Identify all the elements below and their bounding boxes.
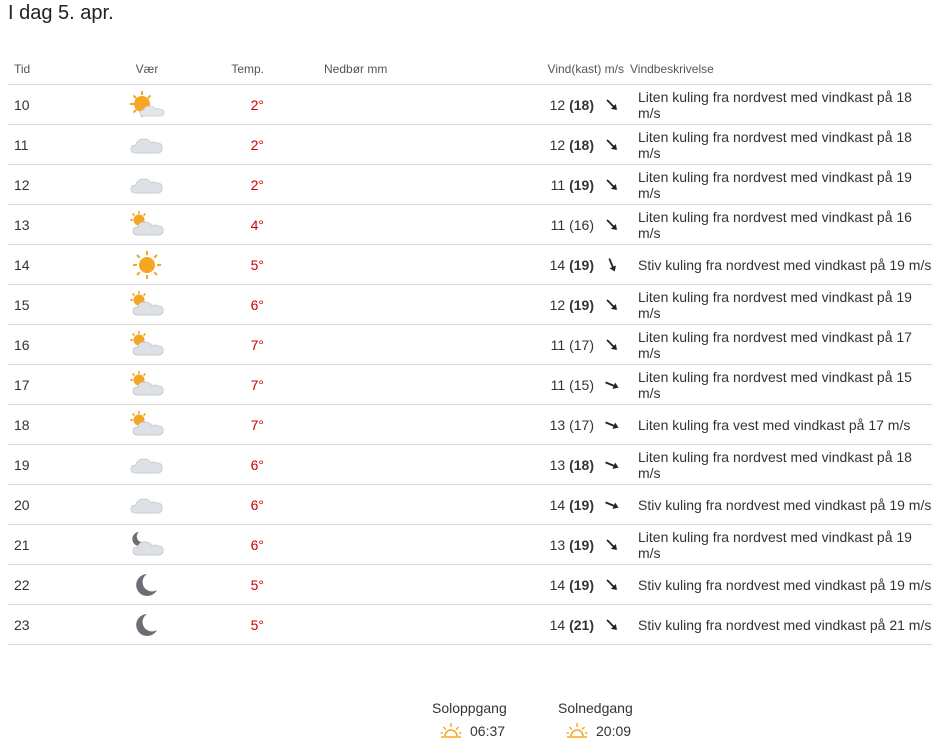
cloud-icon [127, 495, 167, 511]
row-time: 12 [8, 165, 108, 205]
row-wind-gust: (21) [569, 616, 594, 633]
row-time: 16 [8, 325, 108, 365]
precipitation-cell [264, 565, 484, 605]
row-wind-description: Liten kuling fra nordvest med vindkast på 18 m/s [630, 85, 932, 125]
partly-cloudy-icon [127, 415, 167, 431]
weather-cell [108, 325, 186, 365]
table-row [8, 445, 932, 485]
table-row [8, 165, 932, 205]
wind-cell [484, 445, 594, 485]
precipitation-cell [264, 245, 484, 285]
row-wind-speed: 12 [549, 136, 566, 153]
wind-cell [484, 85, 594, 125]
arrow-southeast-icon [604, 176, 620, 192]
sun-times [432, 700, 662, 748]
row-time: 13 [8, 205, 108, 245]
sunset-block [558, 700, 668, 740]
row-temperature: 6° [250, 456, 264, 473]
wind-direction-cell [594, 445, 630, 485]
row-temperature: 2° [250, 136, 264, 153]
wind-direction-cell [594, 325, 630, 365]
table-row [8, 485, 932, 525]
precipitation-cell [264, 445, 484, 485]
cloud-icon [127, 175, 167, 191]
row-temperature: 4° [250, 216, 264, 233]
row-wind-description: Stiv kuling fra nordvest med vindkast på 19 m/s [630, 485, 932, 525]
wind-cell [484, 565, 594, 605]
row-wind-description: Liten kuling fra vest med vindkast på 17 m/s [630, 405, 932, 445]
precipitation-cell [264, 405, 484, 445]
weather-cell [108, 485, 186, 525]
wind-cell [484, 205, 594, 245]
header-precipitation: Nedbør mm [264, 54, 484, 85]
precipitation-cell [264, 85, 484, 125]
row-time: 19 [8, 445, 108, 485]
header-weather: Vær [108, 54, 186, 85]
wind-direction-cell [594, 85, 630, 125]
sunrise-label: Soloppgang [432, 700, 507, 716]
partly-cloudy-icon [127, 335, 167, 351]
row-wind-speed: 12 [549, 96, 566, 113]
wind-direction-cell [594, 205, 630, 245]
row-wind-description: Stiv kuling fra nordvest med vindkast på 19 m/s [630, 245, 932, 285]
row-temperature: 5° [250, 256, 264, 273]
cloud-icon [127, 135, 167, 151]
row-wind-description: Liten kuling fra nordvest med vindkast på 19 m/s [630, 165, 932, 205]
arrow-southeast-icon [604, 96, 620, 112]
arrow-east-southeast-icon [604, 376, 620, 392]
wind-cell [484, 485, 594, 525]
table-row [8, 125, 932, 165]
row-wind-gust: (19) [569, 496, 594, 513]
row-wind-gust: (19) [569, 536, 594, 553]
arrow-east-southeast-icon [604, 496, 620, 512]
precipitation-cell [264, 485, 484, 525]
partly-cloudy-icon [127, 295, 167, 311]
precipitation-cell [264, 525, 484, 565]
sunrise-icon [440, 722, 462, 740]
temperature-cell [186, 405, 264, 445]
row-temperature: 6° [250, 496, 264, 513]
partly-cloudy-icon [127, 215, 167, 231]
row-temperature: 5° [250, 616, 264, 633]
weather-cell [108, 565, 186, 605]
temperature-cell [186, 525, 264, 565]
temperature-cell [186, 165, 264, 205]
arrow-southeast-icon [604, 336, 620, 352]
wind-direction-cell [594, 365, 630, 405]
row-wind-description: Liten kuling fra nordvest med vindkast på 18 m/s [630, 125, 932, 165]
arrow-southeast-icon [604, 616, 620, 632]
table-row [8, 525, 932, 565]
row-time: 15 [8, 285, 108, 325]
row-wind-gust: (19) [569, 576, 594, 593]
row-wind-gust: (19) [569, 176, 594, 193]
weather-cell [108, 165, 186, 205]
sunset-icon [566, 722, 588, 740]
wind-direction-cell [594, 525, 630, 565]
temperature-cell [186, 485, 264, 525]
row-wind-speed: 11 [550, 176, 566, 193]
weather-cell [108, 205, 186, 245]
precipitation-cell [264, 125, 484, 165]
temperature-cell [186, 565, 264, 605]
row-wind-gust: (18) [569, 136, 594, 153]
row-wind-gust: (18) [569, 456, 594, 473]
wind-direction-cell [594, 125, 630, 165]
table-row [8, 85, 932, 125]
wind-direction-cell [594, 245, 630, 285]
precipitation-cell [264, 205, 484, 245]
temperature-cell [186, 125, 264, 165]
temperature-cell [186, 605, 264, 645]
night-partly-cloudy-icon [127, 535, 167, 551]
sun-icon [127, 255, 167, 271]
table-row [8, 205, 932, 245]
header-temperature: Temp. [186, 54, 264, 85]
row-wind-description: Liten kuling fra nordvest med vindkast på 17 m/s [630, 325, 932, 365]
table-row [8, 405, 932, 445]
temperature-cell [186, 365, 264, 405]
weather-cell [108, 285, 186, 325]
row-wind-gust: (19) [569, 256, 594, 273]
temperature-cell [186, 285, 264, 325]
wind-cell [484, 365, 594, 405]
table-row [8, 605, 932, 645]
row-wind-speed: 13 [549, 456, 566, 473]
hourly-forecast-table [8, 54, 932, 645]
partly-sunny-icon [127, 95, 167, 111]
row-wind-speed: 14 [549, 576, 566, 593]
partly-cloudy-icon [127, 375, 167, 391]
page-title: I dag 5. apr. [8, 2, 114, 24]
wind-cell [484, 325, 594, 365]
row-time: 14 [8, 245, 108, 285]
header-description: Vindbeskrivelse [630, 54, 932, 85]
temperature-cell [186, 205, 264, 245]
row-time: 17 [8, 365, 108, 405]
row-time: 21 [8, 525, 108, 565]
weather-cell [108, 85, 186, 125]
sunrise-block [432, 700, 542, 740]
arrow-southeast-icon [604, 296, 620, 312]
row-wind-speed: 11 [550, 216, 566, 233]
temperature-cell [186, 325, 264, 365]
row-wind-speed: 14 [549, 256, 566, 273]
row-wind-gust: (15) [569, 376, 594, 393]
weather-cell [108, 365, 186, 405]
wind-direction-cell [594, 485, 630, 525]
row-time: 23 [8, 605, 108, 645]
row-wind-description: Stiv kuling fra nordvest med vindkast på 19 m/s [630, 565, 932, 605]
weather-cell [108, 605, 186, 645]
row-wind-speed: 13 [549, 416, 566, 433]
arrow-southeast-icon [604, 536, 620, 552]
header-time: Tid [8, 54, 108, 85]
weather-cell [108, 245, 186, 285]
wind-cell [484, 165, 594, 205]
row-time: 10 [8, 85, 108, 125]
moon-icon [127, 575, 167, 591]
row-wind-speed: 11 [550, 376, 566, 393]
temperature-cell [186, 85, 264, 125]
wind-direction-cell [594, 165, 630, 205]
row-wind-gust: (18) [569, 96, 594, 113]
table-row [8, 565, 932, 605]
row-wind-gust: (17) [569, 336, 594, 353]
precipitation-cell [264, 325, 484, 365]
row-temperature: 2° [250, 96, 264, 113]
precipitation-cell [264, 165, 484, 205]
wind-direction-cell [594, 405, 630, 445]
row-time: 20 [8, 485, 108, 525]
weather-cell [108, 525, 186, 565]
row-time: 18 [8, 405, 108, 445]
row-wind-description: Liten kuling fra nordvest med vindkast på 16 m/s [630, 205, 932, 245]
row-wind-description: Liten kuling fra nordvest med vindkast på 15 m/s [630, 365, 932, 405]
weather-cell [108, 445, 186, 485]
table-row [8, 245, 932, 285]
temperature-cell [186, 245, 264, 285]
sunset-label: Solnedgang [558, 700, 633, 716]
arrow-east-southeast-icon [604, 456, 620, 472]
wind-cell [484, 245, 594, 285]
precipitation-cell [264, 365, 484, 405]
wind-cell [484, 605, 594, 645]
row-temperature: 7° [250, 336, 264, 353]
wind-direction-cell [594, 285, 630, 325]
table-header-row [8, 54, 932, 85]
row-wind-description: Stiv kuling fra nordvest med vindkast på 21 m/s [630, 605, 932, 645]
row-temperature: 7° [250, 376, 264, 393]
wind-cell [484, 405, 594, 445]
temperature-cell [186, 445, 264, 485]
moon-icon [127, 615, 167, 631]
wind-cell [484, 285, 594, 325]
row-wind-description: Liten kuling fra nordvest med vindkast på 19 m/s [630, 285, 932, 325]
sunset-time: 20:09 [596, 723, 632, 739]
weather-cell [108, 405, 186, 445]
precipitation-cell [264, 605, 484, 645]
row-wind-speed: 11 [550, 336, 566, 353]
table-row [8, 325, 932, 365]
cloud-icon [127, 455, 167, 471]
row-wind-description: Liten kuling fra nordvest med vindkast på 18 m/s [630, 445, 932, 485]
row-wind-description: Liten kuling fra nordvest med vindkast på 19 m/s [630, 525, 932, 565]
row-wind-speed: 13 [549, 536, 566, 553]
precipitation-cell [264, 285, 484, 325]
sunrise-time: 06:37 [470, 723, 506, 739]
arrow-south-southeast-icon [604, 256, 620, 272]
row-time: 22 [8, 565, 108, 605]
row-wind-gust: (19) [569, 296, 594, 313]
row-wind-speed: 12 [549, 296, 566, 313]
arrow-east-southeast-icon [604, 416, 620, 432]
wind-direction-cell [594, 605, 630, 645]
wind-direction-cell [594, 565, 630, 605]
row-temperature: 2° [250, 176, 264, 193]
row-wind-gust: (17) [569, 416, 594, 433]
arrow-southeast-icon [604, 216, 620, 232]
row-wind-speed: 14 [549, 616, 566, 633]
weather-cell [108, 125, 186, 165]
wind-cell [484, 125, 594, 165]
header-wind: Vind(kast) m/s [514, 54, 624, 85]
row-temperature: 7° [250, 416, 264, 433]
row-temperature: 6° [250, 536, 264, 553]
row-time: 11 [8, 125, 108, 165]
row-temperature: 6° [250, 296, 264, 313]
table-row [8, 285, 932, 325]
arrow-southeast-icon [604, 576, 620, 592]
arrow-southeast-icon [604, 136, 620, 152]
row-temperature: 5° [250, 576, 264, 593]
row-wind-speed: 14 [549, 496, 566, 513]
table-row [8, 365, 932, 405]
row-wind-gust: (16) [569, 216, 594, 233]
wind-cell [484, 525, 594, 565]
